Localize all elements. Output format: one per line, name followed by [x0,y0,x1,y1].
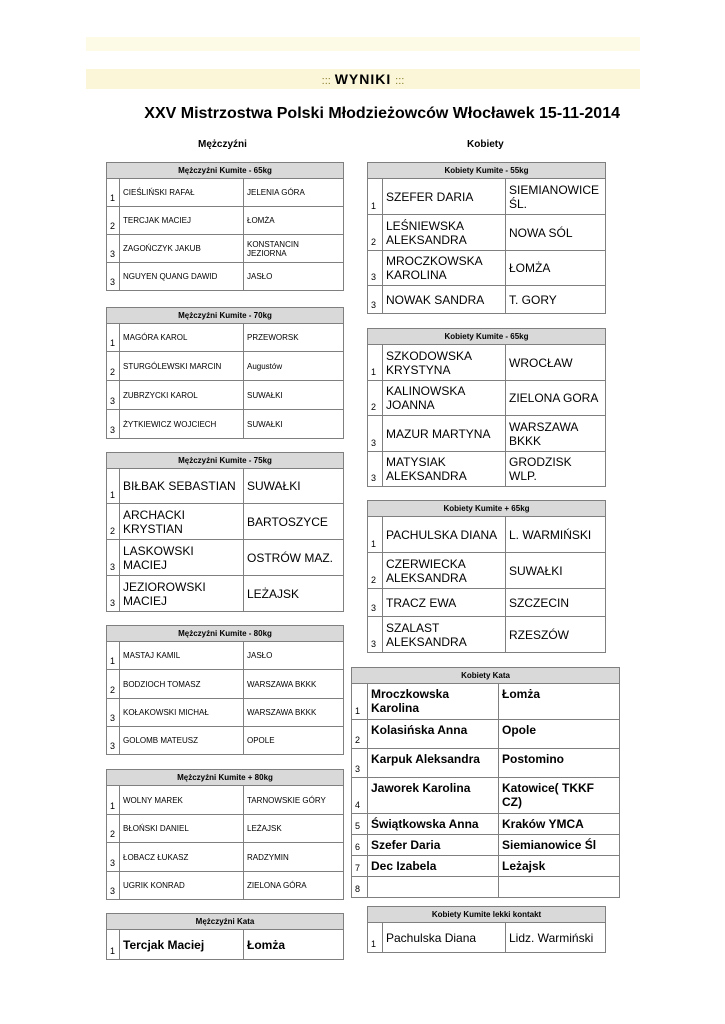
men-kumite-75-table [106,452,344,612]
rank-cell: 3 [107,540,120,576]
table-row [368,517,606,553]
name-cell: BIŁBAK SEBASTIAN [120,469,244,504]
table-title: Mężczyźni Kumite + 80kg [107,770,344,786]
club-cell: NOWA SÓL [506,215,606,251]
table-row [107,727,344,755]
rank-cell: 1 [107,469,120,504]
club-cell: Postomino [499,749,620,778]
name-cell: MROCZKOWSKA KAROLINA [383,251,506,286]
rank-cell: 2 [352,720,368,749]
table-row [352,749,620,778]
club-cell: SUWAŁKI [244,381,344,410]
name-cell: PACHULSKA DIANA [383,517,506,553]
name-cell: Tercjak Maciej [120,930,244,960]
table-row [352,684,620,720]
name-cell [368,877,499,898]
club-cell: Lidz. Warmiński [506,923,606,953]
name-cell: UGRIK KONRAD [120,872,244,900]
club-cell: ŁOMŻA [244,207,344,235]
results-dots-left: ::: [321,75,331,87]
club-cell: SIEMIANOWICE ŚL. [506,179,606,215]
table-row [107,576,344,612]
name-cell: LASKOWSKI MACIEJ [120,540,244,576]
rank-cell: 3 [107,576,120,612]
club-cell: Augustów [244,352,344,381]
women-kata-table [351,667,620,898]
rank-cell: 3 [368,617,383,653]
table-row [352,778,620,814]
header-band [86,37,640,51]
table-row [107,642,344,670]
name-cell: CZERWIECKA ALEKSANDRA [383,553,506,589]
rank-cell: 2 [368,381,383,416]
rank-cell: 3 [107,843,120,872]
men-kumite-plus80-table [106,769,344,900]
club-cell: TARNOWSKIE GÓRY [244,786,344,815]
club-cell: Opole [499,720,620,749]
rank-cell: 4 [352,778,368,814]
table-title: Mężczyźni Kumite - 80kg [107,626,344,642]
name-cell: CIEŚLIŃSKI RAFAŁ [120,179,244,207]
club-cell: LEŻAJSK [244,576,344,612]
name-cell: KALINOWSKA JOANNA [383,381,506,416]
table-row [107,540,344,576]
table-row [107,872,344,900]
rank-cell: 1 [107,930,120,960]
rank-cell: 1 [368,179,383,215]
table-title: Kobiety Kumite lekki kontakt [368,907,606,923]
table-row [107,930,344,960]
name-cell: WOLNY MAREK [120,786,244,815]
table-row [352,877,620,898]
name-cell: ŻYTKIEWICZ WOJCIECH [120,410,244,439]
name-cell: NGUYEN QUANG DAWID [120,263,244,291]
name-cell: NOWAK SANDRA [383,286,506,314]
name-cell: ŁOBACZ ŁUKASZ [120,843,244,872]
club-cell: WARSZAWA BKKK [244,699,344,727]
name-cell: TRACZ EWA [383,589,506,617]
men-kata-table [106,913,344,960]
club-cell [499,877,620,898]
club-cell: OSTRÓW MAZ. [244,540,344,576]
results-banner [86,69,640,89]
table-row [368,286,606,314]
table-row [107,207,344,235]
name-cell: MATYSIAK ALEKSANDRA [383,452,506,487]
club-cell: Kraków YMCA [499,814,620,835]
table-title: Kobiety Kata [352,668,620,684]
table-row [107,352,344,381]
rank-cell: 2 [107,670,120,699]
table-row [107,504,344,540]
rank-cell: 3 [107,381,120,410]
rank-cell: 3 [368,589,383,617]
rank-cell: 1 [368,517,383,553]
name-cell: LEŚNIEWSKA ALEKSANDRA [383,215,506,251]
name-cell: KOŁAKOWSKI MICHAŁ [120,699,244,727]
name-cell: Dec Izabela [368,856,499,877]
club-cell: OPOLE [244,727,344,755]
club-cell: KONSTANCIN JEZIORNA [244,235,344,263]
name-cell: Świątkowska Anna [368,814,499,835]
rank-cell: 1 [107,179,120,207]
table-row [368,553,606,589]
name-cell: MASTAJ KAMIL [120,642,244,670]
table-row [107,469,344,504]
club-cell: BARTOSZYCE [244,504,344,540]
club-cell: ŁOMŻA [506,251,606,286]
men-kumite-70-table [106,307,344,439]
rank-cell: 2 [368,553,383,589]
rank-cell: 3 [368,416,383,452]
club-cell: T. GORY [506,286,606,314]
rank-cell: 3 [368,452,383,487]
table-row [107,263,344,291]
table-row [352,814,620,835]
name-cell: Pachulska Diana [383,923,506,953]
rank-cell: 6 [352,835,368,856]
table-row [368,589,606,617]
men-kumite-65-table [106,162,344,291]
club-cell: SUWAŁKI [244,410,344,439]
men-column-heading: Mężczyźni [198,139,247,150]
club-cell: Leżajsk [499,856,620,877]
results-label: WYNIKI [334,71,392,87]
table-row [107,235,344,263]
table-title: Mężczyźni Kumite - 70kg [107,308,344,324]
club-cell: SZCZECIN [506,589,606,617]
name-cell: SZALAST ALEKSANDRA [383,617,506,653]
table-row [352,720,620,749]
rank-cell: 2 [107,504,120,540]
rank-cell: 1 [107,786,120,815]
table-row [352,835,620,856]
results-dots-right: ::: [395,75,405,87]
club-cell: RZESZÓW [506,617,606,653]
club-cell: WARSZAWA BKKK [244,670,344,699]
club-cell: PRZEWORSK [244,324,344,352]
club-cell: Łomża [244,930,344,960]
rank-cell: 2 [107,352,120,381]
rank-cell: 3 [107,727,120,755]
name-cell: Karpuk Aleksandra [368,749,499,778]
table-row [107,410,344,439]
club-cell: L. WARMIŃSKI [506,517,606,553]
table-row [368,452,606,487]
club-cell: ZIELONA GÓRA [244,872,344,900]
club-cell: LEŻAJSK [244,815,344,843]
name-cell: Szefer Daria [368,835,499,856]
rank-cell: 3 [107,410,120,439]
table-row [368,416,606,452]
table-row [107,699,344,727]
rank-cell: 1 [352,684,368,720]
club-cell: JASŁO [244,642,344,670]
name-cell: BŁOŃSKI DANIEL [120,815,244,843]
club-cell: ZIELONA GORA [506,381,606,416]
name-cell: ARCHACKI KRYSTIAN [120,504,244,540]
rank-cell: 5 [352,814,368,835]
table-row [107,815,344,843]
club-cell: GRODZISK WLP. [506,452,606,487]
table-row [107,786,344,815]
club-cell: SUWAŁKI [244,469,344,504]
club-cell: RADZYMIN [244,843,344,872]
men-kumite-80-table [106,625,344,755]
rank-cell: 1 [368,345,383,381]
rank-cell: 1 [368,923,383,953]
women-kumite-55-table [367,162,606,314]
table-row [107,179,344,207]
club-cell: SUWAŁKI [506,553,606,589]
table-row [107,843,344,872]
table-row [368,381,606,416]
women-light-contact-table [367,906,606,953]
rank-cell: 3 [352,749,368,778]
club-cell: JASŁO [244,263,344,291]
table-title: Mężczyźni Kumite - 65kg [107,163,344,179]
table-title: Mężczyźni Kata [107,914,344,930]
name-cell: STURGÓLEWSKI MARCIN [120,352,244,381]
rank-cell: 3 [368,251,383,286]
name-cell: ZUBRZYCKI KAROL [120,381,244,410]
table-title: Kobiety Kumite - 65kg [368,329,606,345]
rank-cell: 1 [107,324,120,352]
women-kumite-plus65-table [367,500,606,653]
table-row [107,324,344,352]
name-cell: MAGÓRA KAROL [120,324,244,352]
club-cell: Siemianowice Śl [499,835,620,856]
rank-cell: 2 [368,215,383,251]
name-cell: MAZUR MARTYNA [383,416,506,452]
name-cell: TERCJAK MACIEJ [120,207,244,235]
rank-cell: 2 [107,207,120,235]
club-cell: Katowice( TKKF CZ) [499,778,620,814]
rank-cell: 8 [352,877,368,898]
name-cell: ZAGOŃCZYK JAKUB [120,235,244,263]
club-cell: WROCŁAW [506,345,606,381]
name-cell: Jaworek Karolina [368,778,499,814]
rank-cell: 3 [107,263,120,291]
table-row [107,670,344,699]
club-cell: JELENIA GÓRA [244,179,344,207]
name-cell: Mroczkowska Karolina [368,684,499,720]
rank-cell: 3 [107,235,120,263]
table-row [368,923,606,953]
table-row [368,617,606,653]
rank-cell: 3 [107,872,120,900]
page-title: XXV Mistrzostwa Polski Młodzieżowców Włocławek 15-11-2014 [144,105,620,122]
table-row [107,381,344,410]
name-cell: SZKODOWSKA KRYSTYNA [383,345,506,381]
women-column-heading: Kobiety [467,139,504,150]
table-title: Kobiety Kumite - 55kg [368,163,606,179]
table-row [368,179,606,215]
table-title: Kobiety Kumite + 65kg [368,501,606,517]
rank-cell: 2 [107,815,120,843]
name-cell: BODZIOCH TOMASZ [120,670,244,699]
table-row [368,215,606,251]
rank-cell: 7 [352,856,368,877]
rank-cell: 3 [107,699,120,727]
club-cell: Łomża [499,684,620,720]
table-title: Mężczyźni Kumite - 75kg [107,453,344,469]
women-kumite-65-table [367,328,606,487]
name-cell: SZEFER DARIA [383,179,506,215]
table-row [368,345,606,381]
rank-cell: 3 [368,286,383,314]
name-cell: Kolasińska Anna [368,720,499,749]
table-row [352,856,620,877]
name-cell: GOLOMB MATEUSZ [120,727,244,755]
table-row [368,251,606,286]
rank-cell: 1 [107,642,120,670]
name-cell: JEZIOROWSKI MACIEJ [120,576,244,612]
club-cell: WARSZAWA BKKK [506,416,606,452]
